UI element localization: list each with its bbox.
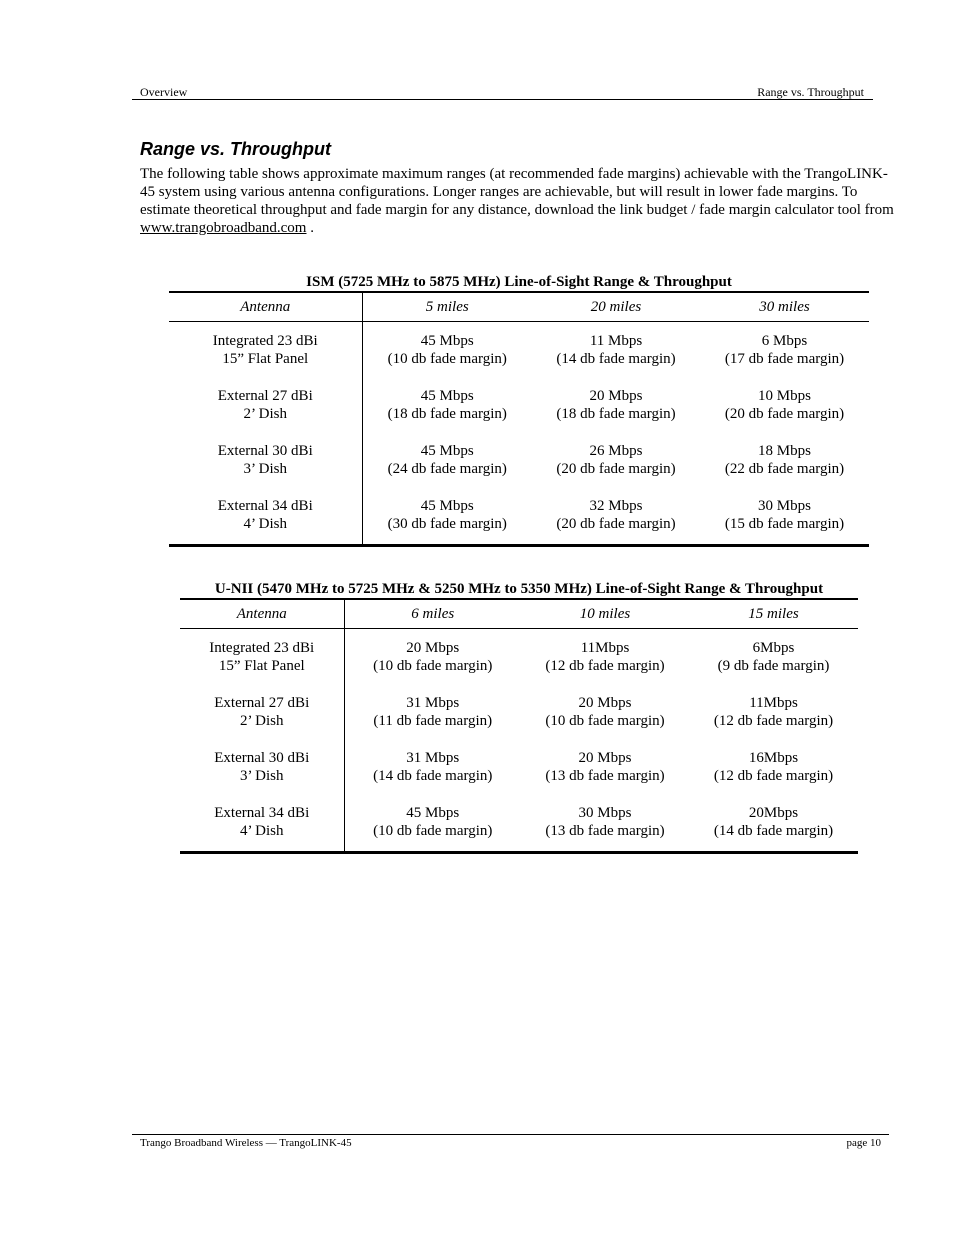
throughput-cell (700, 497, 869, 546)
antenna-type: External 30 dBi (214, 750, 310, 766)
throughput-value: 45 Mbps (420, 443, 474, 459)
fade-margin: (14 db fade margin) (373, 768, 493, 784)
antenna-type: External 27 dBi (214, 695, 310, 711)
antenna-type: Integrated 23 dBi (209, 640, 315, 656)
fade-margin: (13 db fade margin) (545, 768, 665, 784)
antenna-cell (180, 629, 344, 695)
fade-margin: (10 db fade margin) (387, 351, 507, 367)
throughput-cell (532, 387, 700, 442)
antenna-type: External 34 dBi (214, 805, 310, 821)
fade-margin: (13 db fade margin) (545, 823, 665, 839)
fade-margin: (22 db fade margin) (724, 461, 845, 477)
column-header-distance: 30 miles (700, 292, 869, 322)
throughput-cell (689, 804, 858, 853)
unii-range-table (180, 598, 858, 854)
antenna-cell (169, 497, 362, 546)
intro-end: . (306, 220, 314, 236)
table-row (180, 629, 858, 695)
throughput-value: 11Mbps (580, 640, 630, 656)
antenna-type: Integrated 23 dBi (212, 333, 318, 349)
throughput-value: 20 Mbps (578, 750, 632, 766)
throughput-value: 45 Mbps (420, 333, 474, 349)
fade-margin: (14 db fade margin) (556, 351, 676, 367)
column-header-antenna: Antenna (180, 599, 344, 629)
throughput-value: 45 Mbps (406, 805, 460, 821)
throughput-cell (521, 694, 689, 749)
throughput-value: 45 Mbps (420, 498, 474, 514)
fade-margin: (20 db fade margin) (556, 516, 676, 532)
throughput-value: 20 Mbps (589, 388, 643, 404)
fade-margin: (15 db fade margin) (724, 516, 845, 532)
fade-margin: (20 db fade margin) (724, 406, 845, 422)
table-header-row (180, 599, 858, 629)
fade-margin: (24 db fade margin) (387, 461, 507, 477)
throughput-cell (362, 442, 532, 497)
table-row (180, 804, 858, 853)
fade-margin: (10 db fade margin) (373, 823, 493, 839)
fade-margin: (17 db fade margin) (724, 351, 845, 367)
throughput-cell (532, 497, 700, 546)
fade-margin: (12 db fade margin) (545, 658, 665, 674)
page-number: page 10 (846, 1137, 881, 1149)
antenna-cell (169, 322, 362, 388)
antenna-cell (180, 804, 344, 853)
antenna-form: 3’ Dish (240, 768, 284, 784)
throughput-value: 45 Mbps (420, 388, 474, 404)
throughput-cell (532, 442, 700, 497)
antenna-cell (180, 694, 344, 749)
throughput-cell (344, 629, 521, 695)
antenna-form: 2’ Dish (243, 406, 287, 422)
column-header-distance: 5 miles (362, 292, 532, 322)
throughput-value: 30 Mbps (578, 805, 632, 821)
section-title: Range vs. Throughput (140, 139, 331, 159)
header-section-label: Overview (140, 85, 188, 99)
throughput-cell (689, 629, 858, 695)
antenna-form: 4’ Dish (240, 823, 284, 839)
fade-margin: (12 db fade margin) (713, 768, 834, 784)
fade-margin: (30 db fade margin) (387, 516, 507, 532)
throughput-cell (521, 804, 689, 853)
throughput-cell (362, 322, 532, 388)
throughput-value: 30 Mbps (758, 498, 811, 514)
column-header-antenna: Antenna (169, 292, 362, 322)
throughput-value: 6Mbps (752, 640, 795, 656)
throughput-cell (689, 749, 858, 804)
page-footer (132, 1134, 889, 1151)
header-topic-label: Range vs. Throughput (757, 85, 864, 99)
antenna-cell (180, 749, 344, 804)
throughput-cell (700, 442, 869, 497)
column-header-distance: 15 miles (689, 599, 858, 629)
throughput-value: 10 Mbps (758, 388, 811, 404)
fade-margin: (18 db fade margin) (387, 406, 507, 422)
antenna-form: 2’ Dish (240, 713, 284, 729)
column-header-distance: 6 miles (344, 599, 521, 629)
table-row (180, 694, 858, 749)
fade-margin: (10 db fade margin) (545, 713, 665, 729)
fade-margin: (11 db fade margin) (373, 713, 493, 729)
ism-range-table (169, 291, 869, 547)
table-row (169, 497, 869, 546)
throughput-cell (344, 749, 521, 804)
antenna-cell (169, 442, 362, 497)
antenna-type: External 30 dBi (217, 443, 313, 459)
column-header-distance: 20 miles (532, 292, 700, 322)
throughput-value: 20 Mbps (406, 640, 460, 656)
table-header-row (169, 292, 869, 322)
throughput-cell (344, 804, 521, 853)
throughput-value: 31 Mbps (406, 695, 460, 711)
throughput-value: 18 Mbps (758, 443, 811, 459)
fade-margin: (12 db fade margin) (713, 713, 834, 729)
table-row (169, 387, 869, 442)
antenna-form: 3’ Dish (243, 461, 287, 477)
throughput-value: 11 Mbps (589, 333, 643, 349)
throughput-value: 11Mbps (749, 695, 798, 711)
fade-margin: (18 db fade margin) (556, 406, 676, 422)
unii-table-caption: U-NII (5470 MHz to 5725 MHz & 5250 MHz to 5350 MHz) Line-of-Sight Range & Throughput (214, 581, 824, 597)
fade-margin: (9 db fade margin) (717, 658, 830, 674)
throughput-value: 20Mbps (748, 805, 799, 821)
footer-product-label: Trango Broadband Wireless — TrangoLINK-45 (140, 1137, 352, 1149)
table-row (169, 322, 869, 388)
throughput-cell (700, 387, 869, 442)
page-header (132, 84, 873, 100)
throughput-cell (521, 629, 689, 695)
throughput-value: 32 Mbps (589, 498, 643, 514)
throughput-cell (521, 749, 689, 804)
throughput-cell (362, 387, 532, 442)
throughput-value: 26 Mbps (589, 443, 643, 459)
antenna-cell (169, 387, 362, 442)
fade-margin: (14 db fade margin) (713, 823, 834, 839)
throughput-cell (344, 694, 521, 749)
throughput-cell (532, 322, 700, 388)
throughput-value: 31 Mbps (406, 750, 460, 766)
antenna-type: External 27 dBi (217, 388, 313, 404)
antenna-type: External 34 dBi (217, 498, 313, 514)
intro-text: The following table shows approximate maximum ranges (at recommended fade margins) achievable with the TrangoLINK-45 system using various antenna configurations. Longer ranges are achievable, but will result in lower fade margins. To estimate theoretical throughput and fade margin for any distance, download the link budget / fade margin calculator tool from (140, 166, 894, 218)
antenna-form: 15” Flat Panel (218, 658, 305, 674)
throughput-cell (700, 322, 869, 388)
throughput-cell (689, 694, 858, 749)
intro-paragraph (140, 165, 900, 237)
ism-table-caption: ISM (5725 MHz to 5875 MHz) Line-of-Sight Range & Throughput (306, 274, 732, 290)
throughput-cell (362, 497, 532, 546)
column-header-distance: 10 miles (521, 599, 689, 629)
throughput-value: 16Mbps (748, 750, 799, 766)
fade-margin: (10 db fade margin) (373, 658, 493, 674)
fade-margin: (20 db fade margin) (556, 461, 676, 477)
antenna-form: 15” Flat Panel (222, 351, 309, 367)
table-row (169, 442, 869, 497)
throughput-value: 20 Mbps (578, 695, 632, 711)
trango-website-link[interactable]: www.trangobroadband.com (140, 220, 307, 236)
table-row (180, 749, 858, 804)
antenna-form: 4’ Dish (243, 516, 287, 532)
throughput-value: 6 Mbps (761, 333, 808, 349)
